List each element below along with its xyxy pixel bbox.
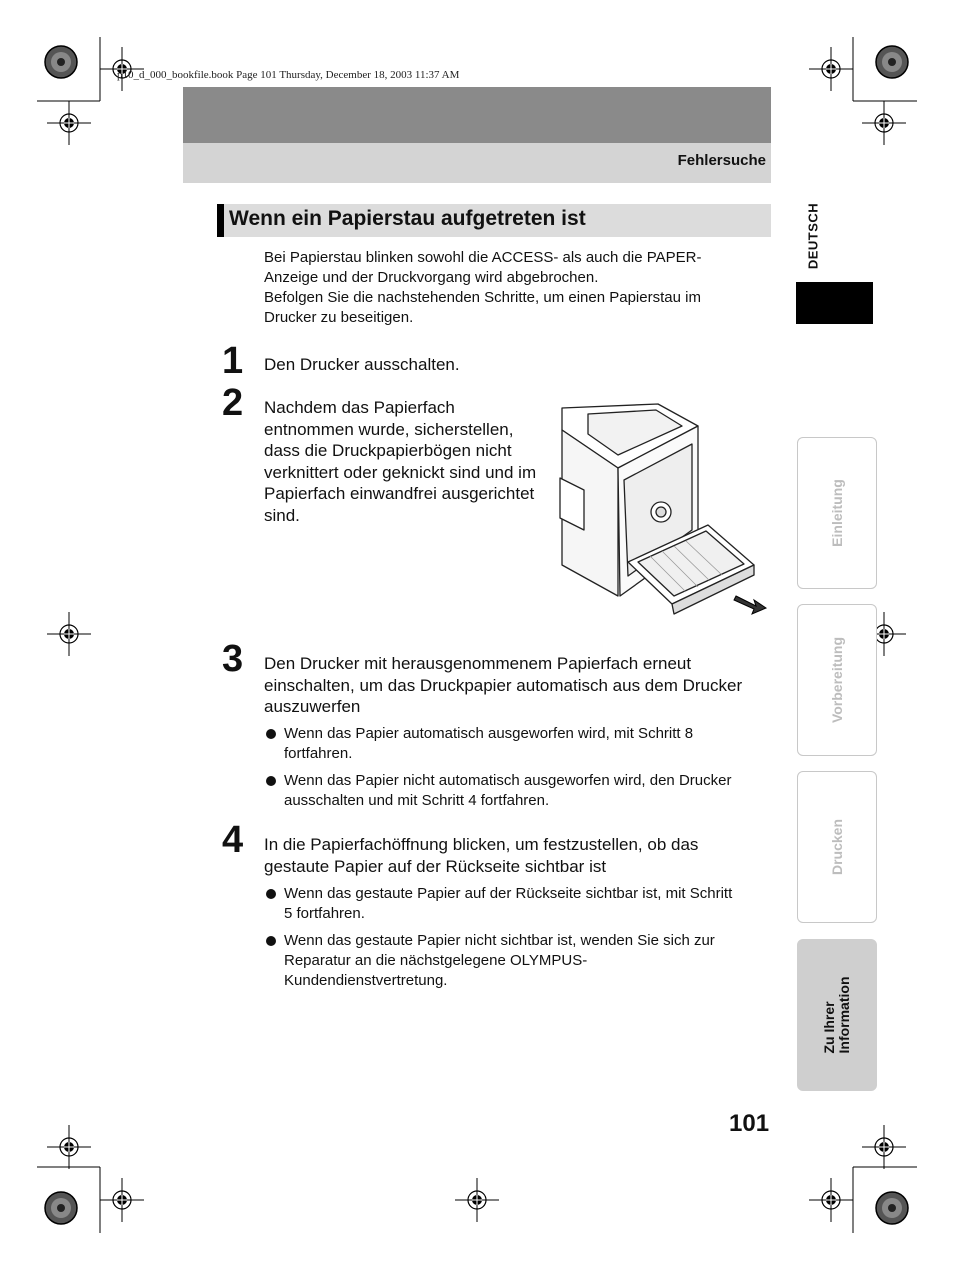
printer-illustration	[558, 400, 770, 615]
print-info: p10_d_000_bookfile.book Page 101 Thursday, December 18, 2003 11:37 AM	[117, 69, 460, 81]
tab-vorbereitung[interactable]: Vorbereitung	[797, 604, 877, 756]
step-number: 3	[222, 638, 244, 680]
bullet-item: Wenn das Papier automatisch ausgeworfen wird, mit Schritt 8 fortfahren.	[266, 724, 771, 764]
tab-einleitung[interactable]: Einleitung	[797, 437, 877, 589]
step-number: 1	[222, 340, 244, 382]
page-number: 101	[729, 1110, 770, 1137]
bullet-dot-icon	[266, 889, 276, 899]
step-text: Den Drucker mit herausgenommenem Papierfach erneut einschalten, um das Druckpapier automatisch aus dem Drucker auszuwerfen	[264, 654, 743, 716]
intro-text: Bei Papierstau blinken sowohl die ACCESS- als auch die PAPER- Anzeige und der Druckvorgang wird abgebrochen. Befolgen Sie die nachstehenden Schritte, um einen Papierstau im Drucker zu beseitigen.	[264, 249, 702, 326]
header-band-dark	[183, 87, 771, 143]
step-number: 2	[222, 382, 244, 424]
bullet-dot-icon	[266, 776, 276, 786]
step-bullets	[266, 724, 771, 818]
page-title: Wenn ein Papierstau aufgetreten ist	[229, 207, 586, 230]
step-text: In die Papierfachöffnung blicken, um festzustellen, ob das gestaute Papier auf der Rückseite sichtbar ist	[264, 835, 699, 876]
tab-zu-ihrer-information[interactable]: Zu Ihrer Information	[797, 939, 877, 1091]
step-text: Nachdem das Papierfach entnommen wurde, sicherstellen, dass die Druckpapierbögen nicht verknittert oder geknickt sind und im Papierfach einwandfrei ausgerichtet sind.	[264, 398, 537, 525]
step-bullets	[266, 884, 771, 998]
language-label: DEUTSCH	[805, 202, 821, 270]
bullet-dot-icon	[266, 936, 276, 946]
bullet-item: Wenn das gestaute Papier nicht sichtbar ist, wenden Sie sich zur Reparatur an die nächstgelegene OLYMPUS- Kundendienstvertretung.	[266, 931, 771, 991]
bullet-dot-icon	[266, 729, 276, 739]
language-marker	[796, 282, 873, 324]
step-text: Den Drucker ausschalten.	[264, 355, 460, 374]
bullet-item: Wenn das gestaute Papier auf der Rückseite sichtbar ist, mit Schritt 5 fortfahren.	[266, 884, 771, 924]
step-number: 4	[222, 819, 244, 861]
section-label: Fehlersuche	[677, 152, 766, 169]
tab-drucken[interactable]: Drucken	[797, 771, 877, 923]
bullet-item: Wenn das Papier nicht automatisch ausgeworfen wird, den Drucker ausschalten und mit Schritt 4 fortfahren.	[266, 771, 771, 811]
